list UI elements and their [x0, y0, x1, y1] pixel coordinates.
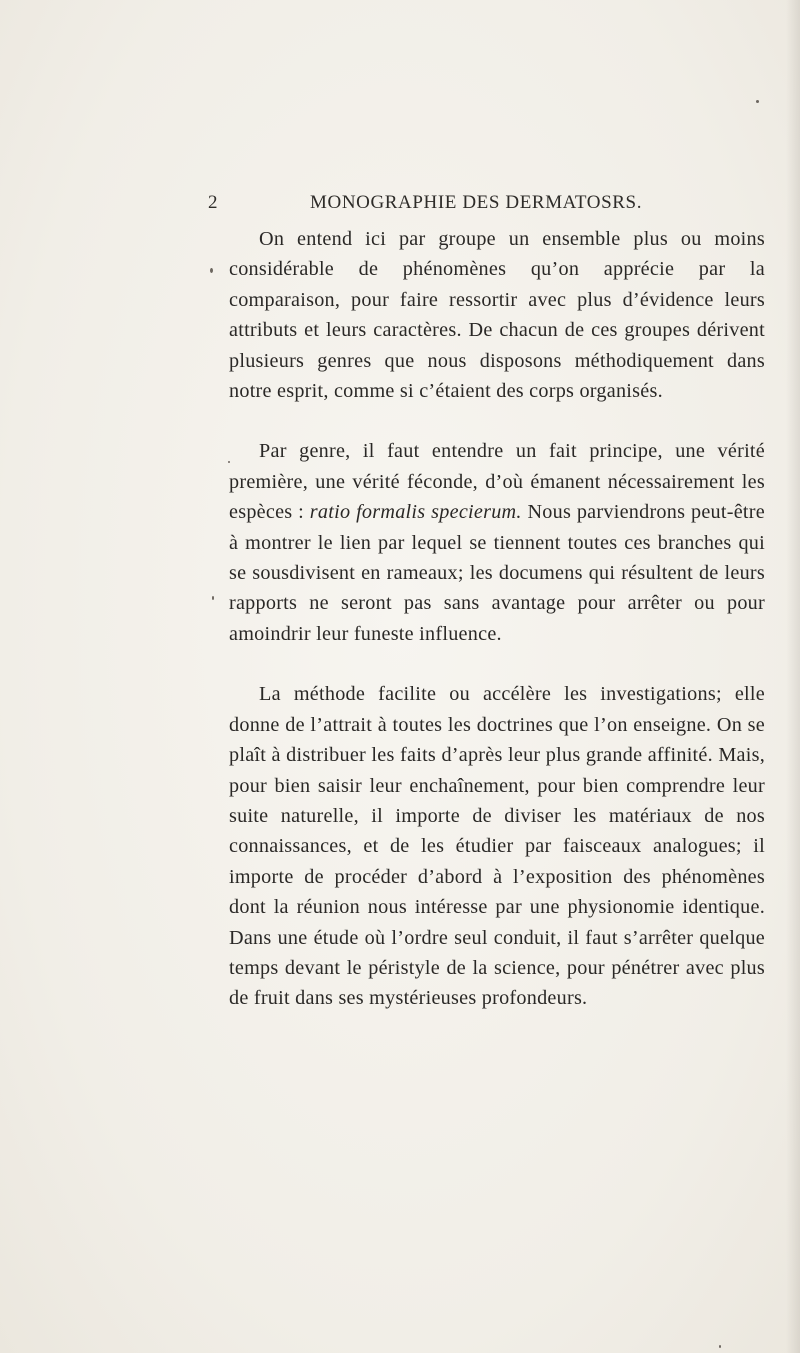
- page-number: 2: [208, 192, 219, 213]
- paper-speck: [756, 100, 759, 103]
- paper-speck: [212, 596, 214, 600]
- running-title: MONOGRAPHIE DES DERMATOSRS.: [310, 192, 643, 213]
- paragraph-2-text-after: Nous parviendrons peut-être à montrer le lien par lequel se tiennent toutes ces branches qui se sousdivisent en rameaux; les documens qui résultent de leurs rapports ne seront pas sans avantage pour arrêter ou pour amoindrir leur funeste influence.: [229, 501, 765, 645]
- latin-phrase: ratio formalis specierum.: [309, 501, 522, 524]
- page-header: [208, 192, 768, 222]
- page-edge-shadow: [786, 0, 800, 1353]
- paper-speck: [719, 1345, 721, 1348]
- paragraph-3: La méthode facilite ou accélère les investigations; elle donne de l’attrait à toutes les doctrines que l’on enseigne. On se plaît à distribuer les faits d’après leur plus grande affinité. Mais, pour bien saisir leur enchaînement, pour bien comprendre leur suite naturelle, il importe de diviser les matériaux de nos connaissances, et de les étudier par faisceaux analogues; il importe de procéder d’abord à l’exposition des phénomènes dont la réunion nous intéresse par une physionomie identique. Dans une étude où l’ordre seul conduit, il faut s’arrêter quelque temps devant le péristyle de la science, pour pénétrer avec plus de fruit dans ses mystérieuses profondeurs.: [229, 683, 765, 1010]
- body-text: [229, 224, 765, 1014]
- paper-speck: [228, 461, 230, 463]
- paragraph-1: On entend ici par groupe un ensemble plus ou moins considérable de phénomènes qu’on apprécie par la comparaison, pour faire ressortir avec plus d’évidence leurs attributs et leurs caractères. De chacun de ces groupes dérivent plusieurs genres que nous disposons méthodiquement dans notre esprit, comme si c’étaient des corps organisés.: [229, 228, 765, 403]
- paragraph-2-text-before: Par genre, il faut entendre un fait principe, une vérité première, une vérité féconde, d’où émanent nécessairement les espèces :: [229, 440, 765, 524]
- paper-speck: [210, 268, 213, 273]
- paragraph-2: [229, 436, 765, 649]
